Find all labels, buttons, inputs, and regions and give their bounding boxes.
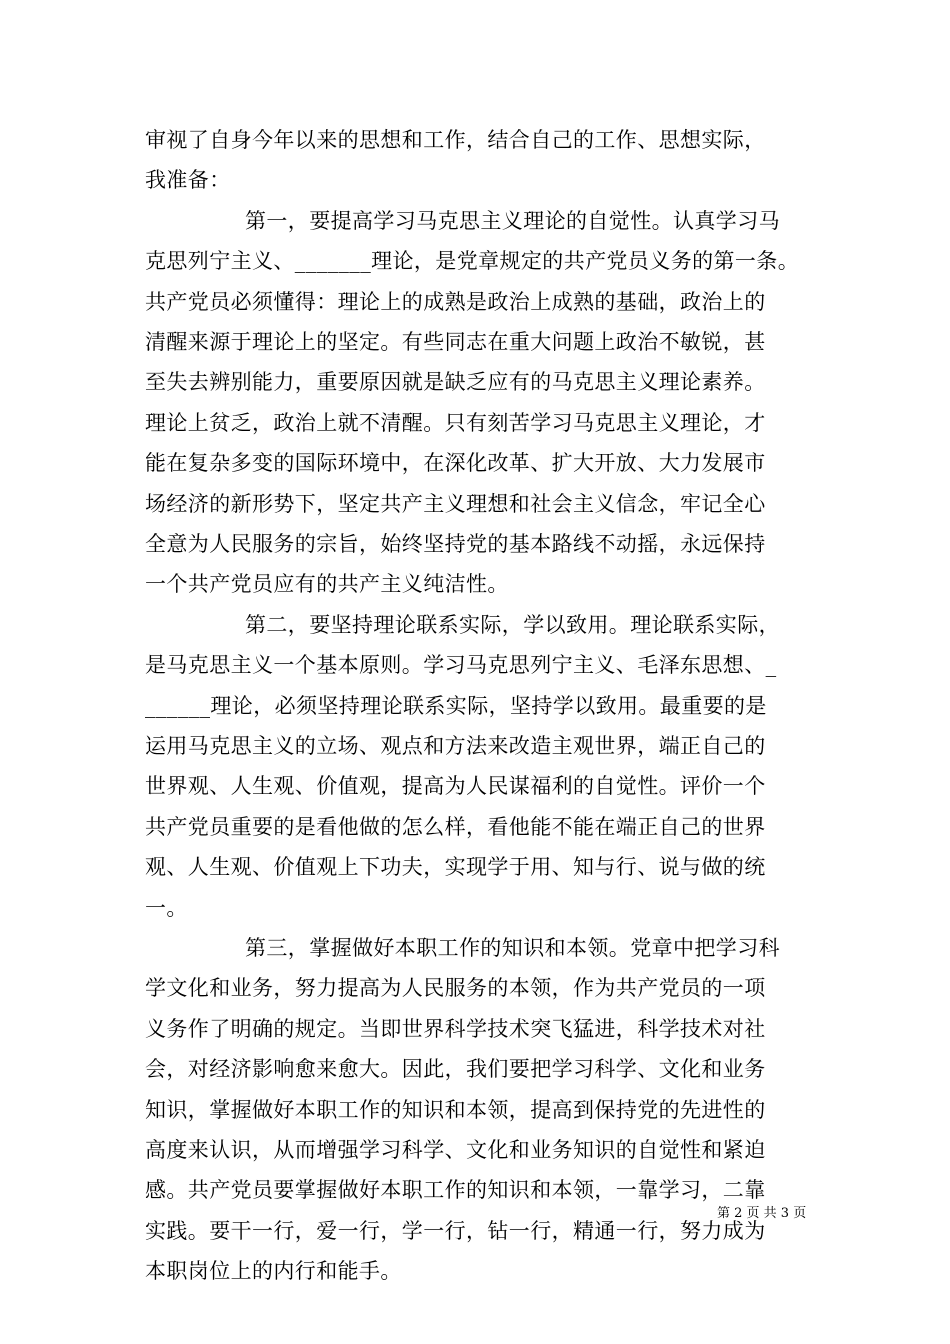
text-line: 实践。要干一行，爱一行，学一行，钻一行，精通一行，努力成为 bbox=[145, 1219, 766, 1243]
text-line: 共产党员必须懂得：理论上的成熟是政治上成熟的基础，政治上的 bbox=[145, 290, 766, 314]
text-line: 观、人生观、价值观上下功夫，实现学于用、知与行、说与做的统 bbox=[145, 855, 766, 879]
text-line: ______理论，必须坚持理论联系实际，坚持学以致用。最重要的是 bbox=[145, 694, 767, 718]
paragraph-first-line: 第二，要坚持理论联系实际，学以致用。理论联系实际， bbox=[245, 613, 780, 637]
text-line: 高度来认识，从而增强学习科学、文化和业务知识的自觉性和紧迫 bbox=[145, 1138, 766, 1162]
text-line: 我准备： bbox=[145, 168, 231, 192]
text-line: 全意为人民服务的宗旨，始终坚持党的基本路线不动摇，永远保持 bbox=[145, 532, 766, 556]
page-number-footer: 第 2 页 共 3 页 bbox=[717, 1206, 807, 1221]
text-line: 运用马克思主义的立场、观点和方法来改造主观世界，端正自己的 bbox=[145, 734, 766, 758]
text-line: 是马克思主义一个基本原则。学习马克思列宁主义、毛泽东思想、_ bbox=[145, 653, 777, 677]
text-line: 一。 bbox=[145, 896, 188, 920]
text-line: 能在复杂多变的国际环境中，在深化改革、扩大开放、大力发展市 bbox=[145, 451, 766, 475]
text-line: 理论上贫乏，政治上就不清醒。只有刻苦学习马克思主义理论，才 bbox=[145, 411, 766, 435]
text-line: 场经济的新形势下，坚定共产主义理想和社会主义信念，牢记全心 bbox=[145, 492, 766, 516]
text-line: 一个共产党员应有的共产主义纯洁性。 bbox=[145, 572, 509, 596]
text-line: 本职岗位上的内行和能手。 bbox=[145, 1259, 402, 1283]
text-line: 至失去辨别能力，重要原因就是缺乏应有的马克思主义理论素养。 bbox=[145, 370, 766, 394]
paragraph-first-line: 第一，要提高学习马克思主义理论的自觉性。认真学习马 bbox=[245, 209, 780, 233]
text-line: 共产党员重要的是看他做的怎么样，看他能不能在端正自己的世界 bbox=[145, 815, 766, 839]
text-line: 会，对经济影响愈来愈大。因此，我们要把学习科学、文化和业务 bbox=[145, 1057, 766, 1081]
text-line: 审视了自身今年以来的思想和工作，结合自己的工作、思想实际， bbox=[145, 128, 766, 152]
paragraph-first-line: 第三，掌握做好本职工作的知识和本领。党章中把学习科 bbox=[245, 936, 780, 960]
text-line: 知识，掌握做好本职工作的知识和本领，提高到保持党的先进性的 bbox=[145, 1098, 766, 1122]
text-line: 世界观、人生观、价值观，提高为人民谋福利的自觉性。评价一个 bbox=[145, 774, 766, 798]
text-line: 清醒来源于理论上的坚定。有些同志在重大问题上政治不敏锐，甚 bbox=[145, 330, 766, 354]
text-line: 感。共产党员要掌握做好本职工作的知识和本领，一靠学习，二靠 bbox=[145, 1178, 766, 1202]
text-line: 学文化和业务，努力提高为人民服务的本领，作为共产党员的一项 bbox=[145, 976, 766, 1000]
text-line: 义务作了明确的规定。当即世界科学技术突飞猛进，科学技术对社 bbox=[145, 1017, 766, 1041]
text-line: 克思列宁主义、_______理论，是党章规定的共产党员义务的第一条。 bbox=[145, 249, 800, 273]
